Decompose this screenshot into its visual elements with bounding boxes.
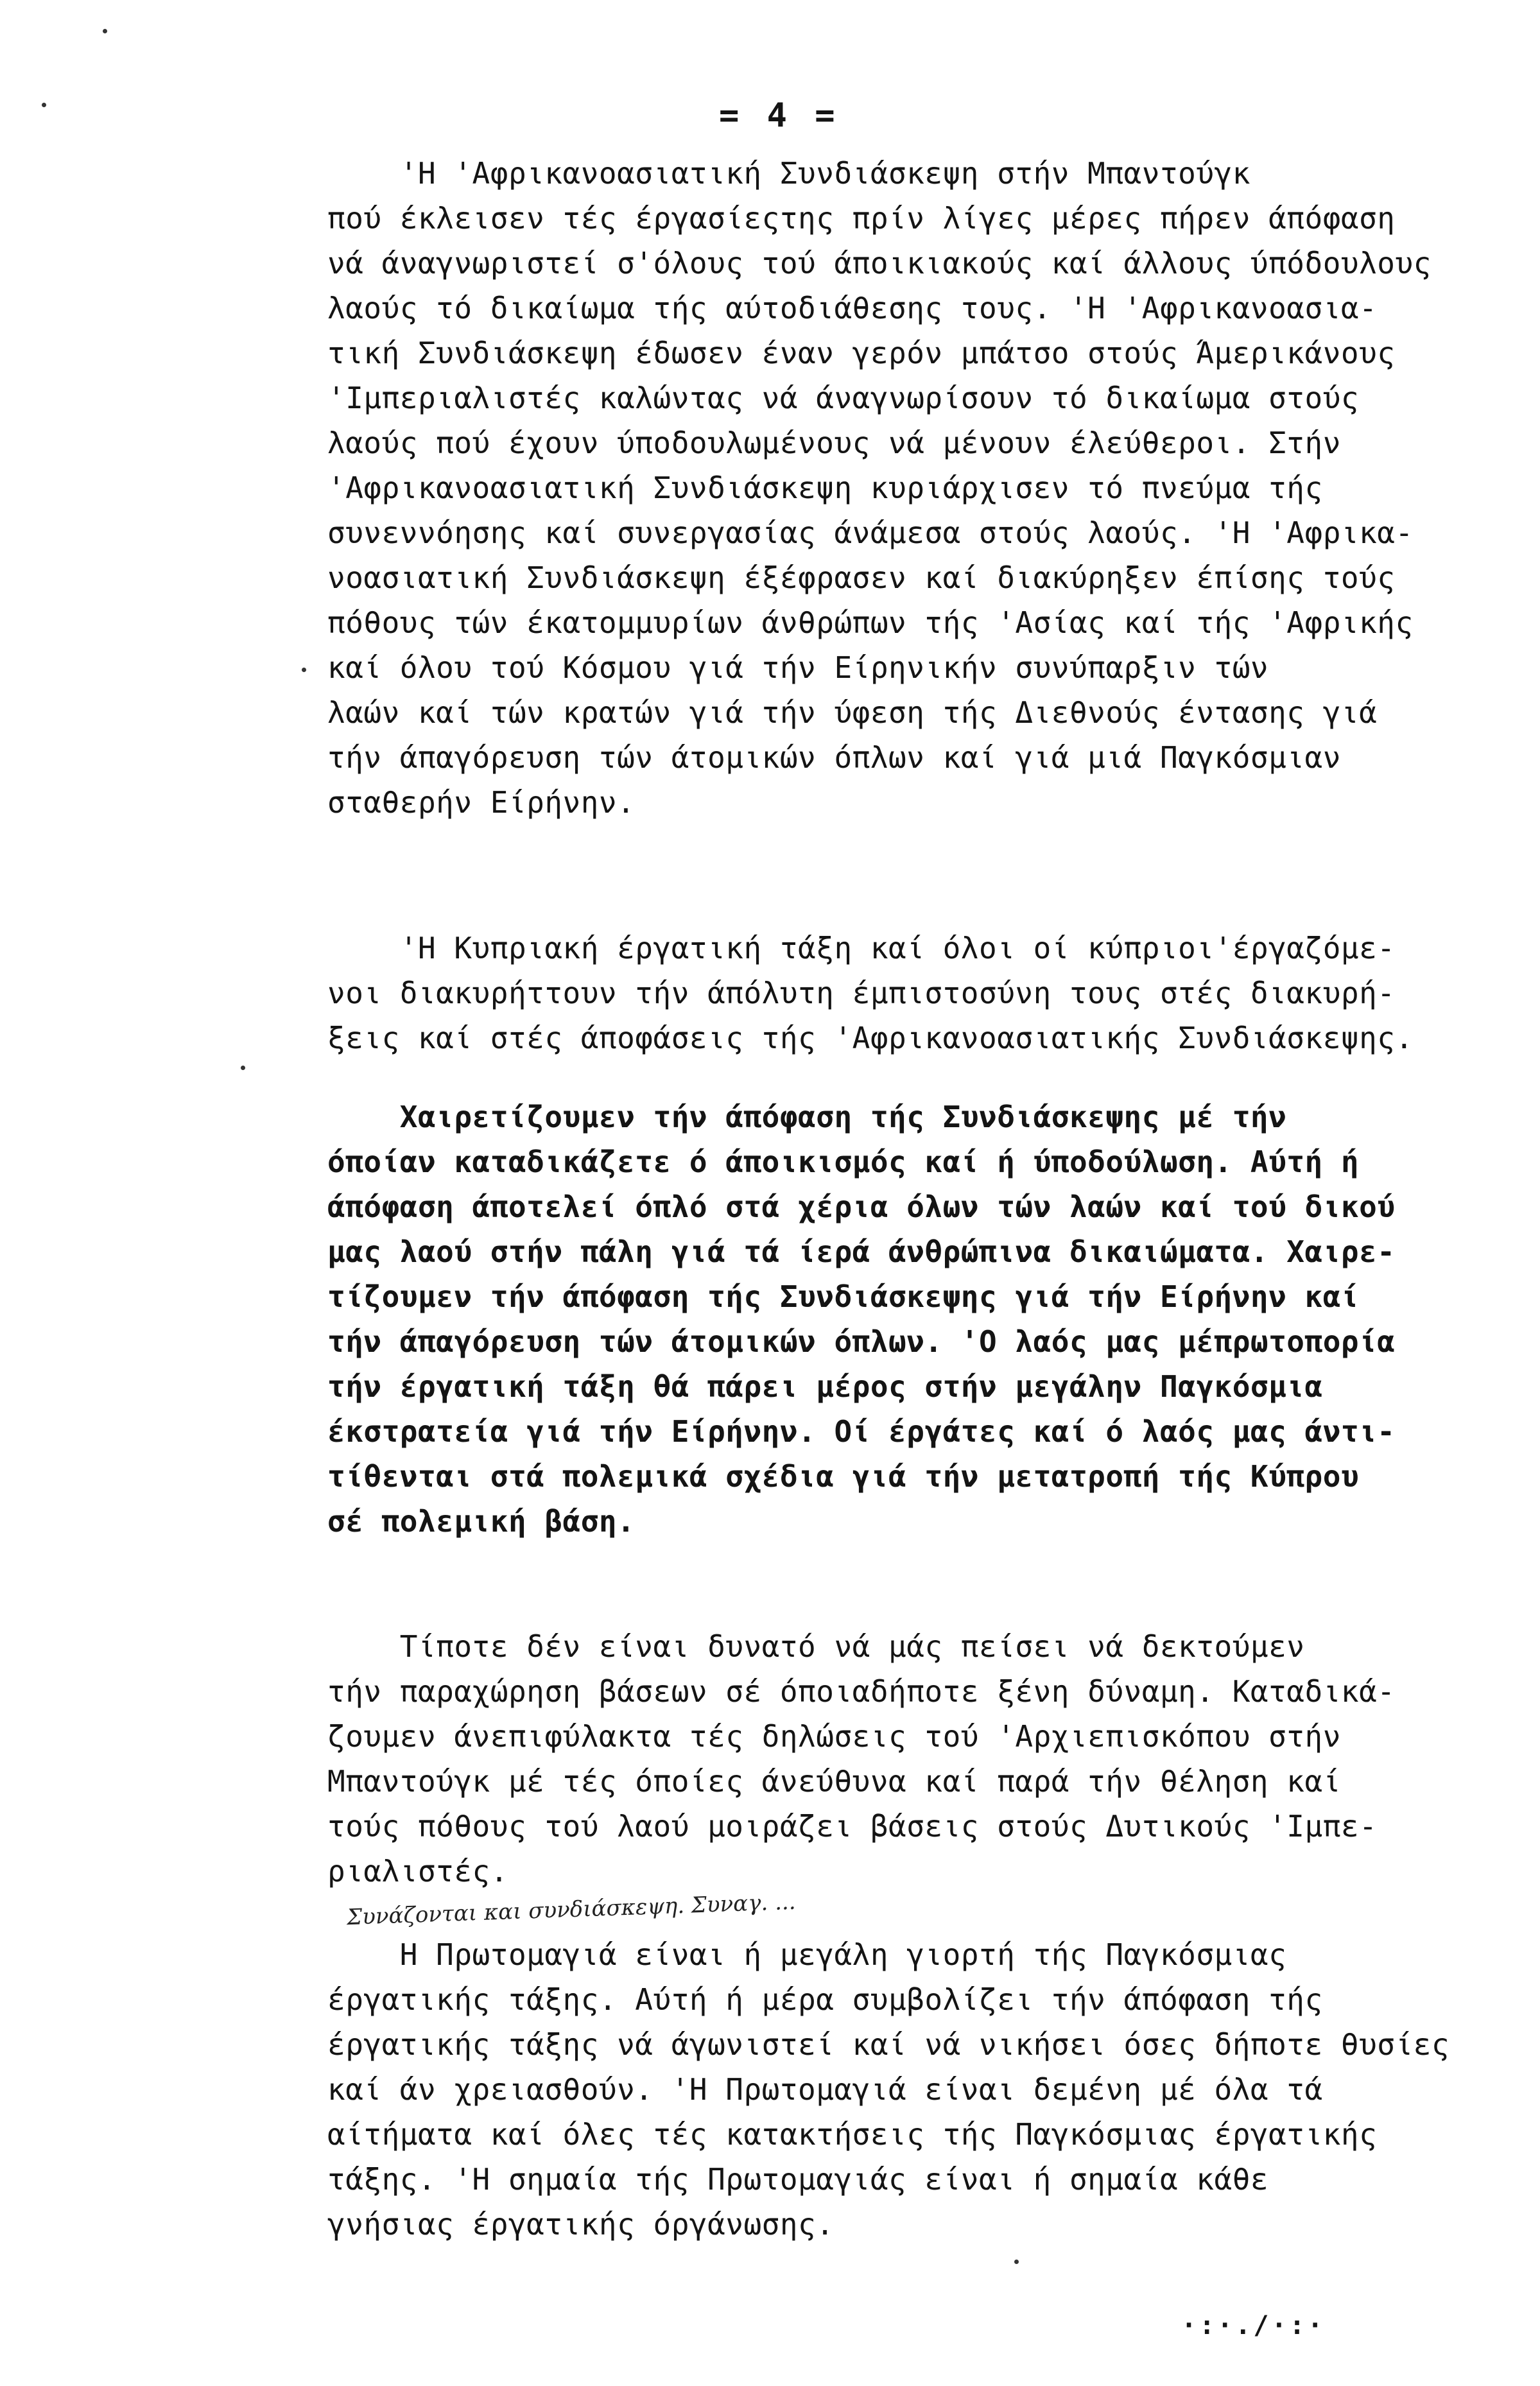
text-line: 'Αφρικανοασιατική Συνδιάσκεψη κυριάρχισεν τό πνεύμα τής: [327, 471, 1323, 505]
scan-speck: [42, 103, 46, 107]
text-line: 'Ιμπεριαλιστές καλώντας νά άναγνωρίσουν τό δικαίωμα στούς: [327, 381, 1360, 415]
handwritten-note: Συνάζονται και συνδιάσκεψη. Συναγ. ...: [346, 1889, 797, 1931]
text-line: έργατικής τάξης νά άγωνιστεί καί νά νικήσει όσες δήποτε θυσίες: [327, 2027, 1450, 2062]
text-line: νοασιατική Συνδιάσκεψη έξέφρασεν καί διακύρηξεν έπίσης τούς: [327, 560, 1396, 595]
text-line: τική Συνδιάσκεψη έδωσεν έναν γερόν μπάτσο στούς Άμερικάνους: [327, 336, 1396, 370]
text-line: Μπαντούγκ μέ τές όποίες άνεύθυνα καί παρά τήν θέληση καί: [327, 1764, 1341, 1799]
text-line: γνήσιας έργατικής όργάνωσης.: [327, 2207, 835, 2242]
text-line: τήν παραχώρηση βάσεων σέ όποιαδήποτε ξένη δύναμη. Καταδικά-: [327, 1674, 1396, 1709]
scan-speck: [1014, 2260, 1019, 2264]
text-line: λαών καί τών κρατών γιά τήν ύφεση τής Διεθνούς έντασης γιά: [327, 695, 1378, 730]
scan-speck: [302, 668, 306, 672]
text-line: έργατικής τάξης. Αύτή ή μέρα συμβολίζει τήν άπόφαση τής: [327, 1982, 1323, 2017]
text-line: καί άν χρειασθούν. 'Η Πρωτομαγιά είναι δεμένη μέ όλα τά: [327, 2072, 1323, 2107]
text-line: πόθους τών έκατομμυρίων άνθρώπων τής 'Ασίας καί τής 'Αφρικής: [327, 605, 1414, 640]
text-line: άπόφαση άποτελεί όπλό στά χέρια όλων τών λαών καί τού δικού: [327, 1189, 1396, 1224]
paragraph-greeting: [327, 1094, 1502, 1544]
text-line: τήν άπαγόρευση τών άτομικών όπλων καί γιά μιά Παγκόσμιαν: [327, 740, 1341, 775]
text-line: πού έκλεισεν τές έργασίεςτης πρίν λίγες μέρες πήρεν άπόφαση: [327, 201, 1396, 236]
paragraph-cypriot-workers: [327, 926, 1502, 1060]
continuation-mark: ·:·./·:·: [1181, 2311, 1326, 2340]
text-line: αίτήματα καί όλες τές κατακτήσεις τής Παγκόσμιας έργατικής: [327, 2117, 1378, 2152]
paragraph-bandung: [327, 151, 1502, 825]
text-line: σέ πολεμική βάση.: [327, 1504, 636, 1539]
text-line: Τίποτε δέν είναι δυνατό νά μάς πείσει νά δεκτούμεν: [327, 1629, 1305, 1664]
text-line: ζουμεν άνεπιφύλακτα τές δηλώσεις τού 'Αρχιεπισκόπου στήν: [327, 1719, 1341, 1754]
text-line: Η Πρωτομαγιά είναι ή μεγάλη γιορτή τής Παγκόσμιας: [327, 1937, 1287, 1972]
page-number: = 4 =: [719, 96, 839, 135]
text-line: λαούς πού έχουν ύποδουλωμένους νά μένουν έλεύθεροι. Στήν: [327, 426, 1341, 460]
text-line: συνεννόησης καί συνεργασίας άνάμεσα στούς λαούς. 'Η 'Αφρικα-: [327, 515, 1414, 550]
text-line: σταθερήν Είρήνην.: [327, 785, 636, 820]
text-line: ξεις καί στές άποφάσεις τής 'Αφρικανοασιατικής Συνδιάσκεψης.: [327, 1021, 1414, 1055]
text-line: Χαιρετίζουμεν τήν άπόφαση τής Συνδιάσκεψης μέ τήν: [327, 1100, 1287, 1134]
text-line: όποίαν καταδικάζετε ό άποικισμός καί ή ύποδούλωση. Αύτή ή: [327, 1145, 1360, 1179]
text-line: ριαλιστές.: [327, 1854, 508, 1889]
text-line: νά άναγνωριστεί σ'όλους τού άποικιακούς καί άλλους ύπόδουλους: [327, 246, 1432, 281]
text-line: τάξης. 'Η σημαία τής Πρωτομαγιάς είναι ή σημαία κάθε: [327, 2162, 1269, 2197]
paragraph-may-day: [327, 1932, 1502, 2247]
text-line: τήν έργατική τάξη θά πάρει μέρος στήν μεγάλην Παγκόσμια: [327, 1369, 1323, 1404]
text-line: τήν άπαγόρευση τών άτομικών όπλων. 'Ο λαός μας μέπρωτοπορία: [327, 1324, 1396, 1359]
text-line: 'Η 'Αφρικανοασιατική Συνδιάσκεψη στήν Μπαντούγκ: [327, 156, 1250, 191]
paragraph-bases: [327, 1624, 1502, 1894]
text-line: τούς πόθους τού λαού μοιράζει βάσεις στούς Δυτικούς 'Ιμπε-: [327, 1809, 1378, 1844]
text-line: νοι διακυρήττουν τήν άπόλυτη έμπιστοσύνη τους στές διακυρή-: [327, 976, 1396, 1010]
text-line: λαούς τό δικαίωμα τής αύτοδιάθεσης τους. 'Η 'Αφρικανοασια-: [327, 291, 1378, 325]
scan-speck: [241, 1066, 245, 1070]
scan-speck: [103, 29, 107, 33]
text-line: έκστρατεία γιά τήν Είρήνην. Οί έργάτες καί ό λαός μας άντι-: [327, 1414, 1396, 1449]
text-line: τίζουμεν τήν άπόφαση τής Συνδιάσκεψης γιά τήν Είρήνην καί: [327, 1279, 1360, 1314]
text-line: μας λαού στήν πάλη γιά τά ίερά άνθρώπινα δικαιώματα. Χαιρε-: [327, 1234, 1396, 1269]
text-line: καί όλου τού Κόσμου γιά τήν Είρηνικήν συνύπαρξιν τών: [327, 650, 1269, 685]
text-line: τίθενται στά πολεμικά σχέδια γιά τήν μετατροπή τής Κύπρου: [327, 1459, 1360, 1494]
text-line: 'Η Κυπριακή έργατική τάξη καί όλοι οί κύπριοι'έργαζόμε-: [327, 931, 1396, 965]
